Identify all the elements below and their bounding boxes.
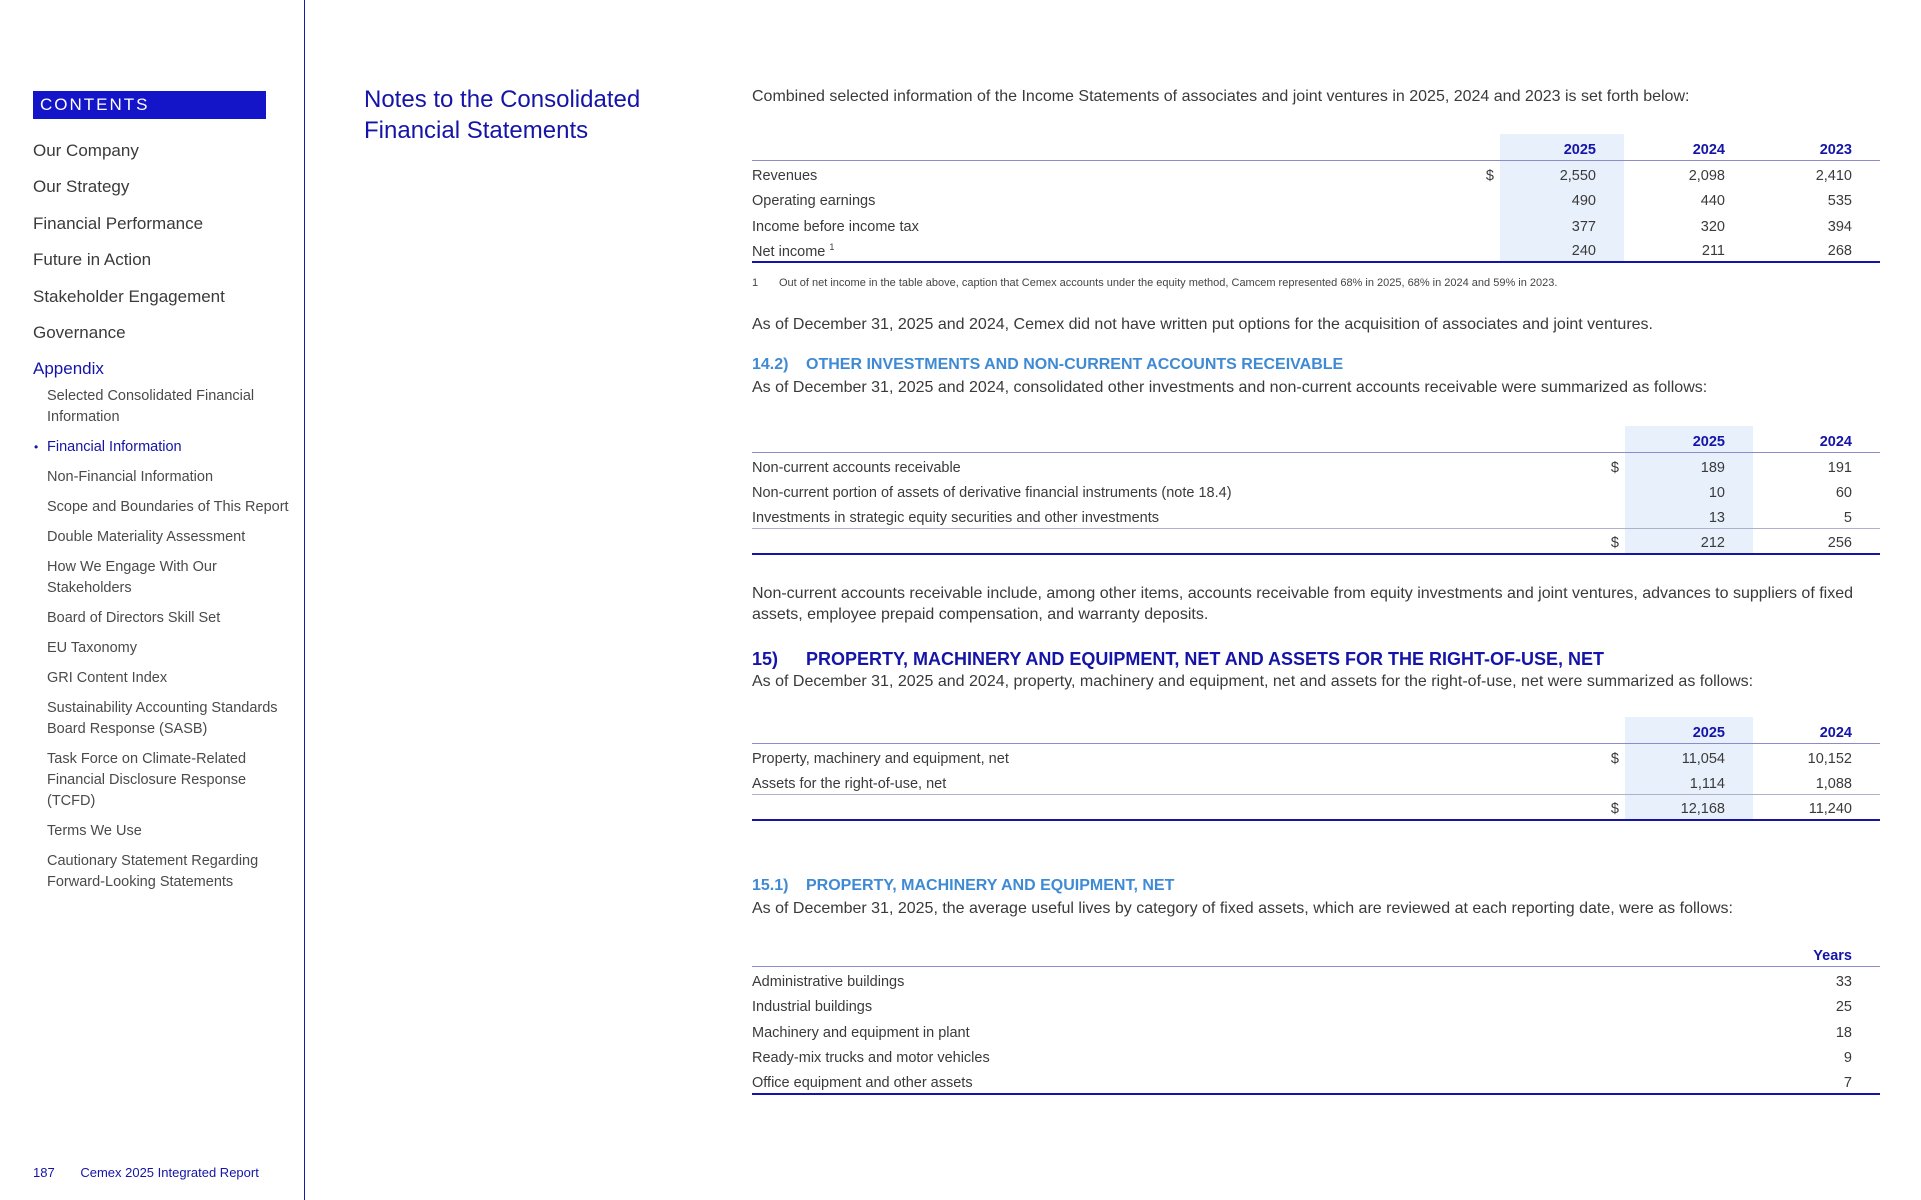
nav-item-our-strategy[interactable]: Our Strategy	[33, 177, 130, 197]
total-value: 256	[1753, 529, 1880, 555]
column-header: 2025	[1625, 426, 1753, 452]
section-15-1-intro: As of December 31, 2025, the average useful lives by category of fixed assets, which are reviewed at each reporting date, were as follows:	[752, 900, 1733, 917]
report-name: Cemex 2025 Integrated Report	[80, 1165, 259, 1180]
associates-income-table	[752, 134, 1880, 263]
table-row	[752, 186, 1880, 212]
section-heading-text: PROPERTY, MACHINERY AND EQUIPMENT, NET	[806, 877, 1175, 894]
currency-symbol: $	[1602, 529, 1625, 555]
cell-value: 2,098	[1688, 167, 1725, 184]
header-blank	[1477, 134, 1500, 160]
row-label: Income before income tax	[752, 218, 919, 235]
section-number: 15)	[752, 649, 779, 669]
subnav-item-terms-we-use[interactable]: Terms We Use	[47, 822, 142, 839]
appendix-subnav	[33, 386, 295, 893]
cell-value: 189	[1625, 452, 1753, 478]
table-row	[752, 452, 1880, 478]
page-number: 187	[33, 1165, 55, 1180]
cell-value: 377	[1500, 211, 1624, 237]
row-label-text: Net income	[752, 243, 826, 260]
cell-value: 2,410	[1815, 167, 1852, 184]
put-options-paragraph: As of December 31, 2025 and 2024, Cemex did not have written put options for the acquisition of associates and joint ventures.	[752, 316, 1653, 333]
total-row	[752, 794, 1880, 820]
table-row	[752, 966, 1880, 992]
subnav-item-sasb[interactable]: Sustainability Accounting Standards Board Response (SASB)	[47, 699, 278, 737]
subnav-item-cautionary-statement[interactable]: Cautionary Statement Regarding Forward-Looking Statements	[47, 852, 259, 890]
subnav-item-non-financial-information[interactable]: Non-Financial Information	[47, 468, 214, 485]
column-header: Years	[1753, 940, 1880, 966]
cell-value: 5	[1753, 503, 1880, 529]
section-15-heading	[752, 649, 1880, 670]
nav-item-stakeholder-engagement[interactable]: Stakeholder Engagement	[33, 286, 225, 306]
subnav-item-tcfd[interactable]: Task Force on Climate-Related Financial Disclosure Response (TCFD)	[47, 750, 247, 809]
table-row	[752, 769, 1880, 795]
row-label: Office equipment and other assets	[752, 1068, 1753, 1094]
active-bullet-icon: •	[34, 439, 39, 454]
cell-value: 9	[1843, 1050, 1852, 1067]
cell-value: 490	[1500, 186, 1624, 212]
subnav-item-financial-information[interactable]	[34, 437, 295, 458]
cell-value: 33	[1835, 973, 1852, 990]
other-investments-table	[752, 426, 1880, 555]
cell-value: 13	[1625, 503, 1753, 529]
nav-item-financial-performance[interactable]: Financial Performance	[33, 213, 204, 233]
cell-value: 25	[1835, 999, 1852, 1016]
total-value: 11,240	[1753, 794, 1880, 820]
row-label: Industrial buildings	[752, 999, 873, 1016]
cell-value: 268	[1753, 237, 1880, 263]
intro-paragraph: Combined selected information of the Income Statements of associates and joint ventures in 2025, 2024 and 2023 is set forth below:	[752, 88, 1690, 105]
cell-value: 535	[1827, 193, 1852, 210]
currency-symbol: $	[1602, 794, 1625, 820]
row-label: Machinery and equipment in plant	[752, 1024, 970, 1041]
table-row	[752, 237, 1880, 263]
table-row	[752, 211, 1880, 237]
row-label: Ready-mix trucks and motor vehicles	[752, 1050, 990, 1067]
table-row	[752, 1068, 1880, 1094]
subnav-item-how-we-engage[interactable]: How We Engage With Our Stakeholders	[47, 558, 217, 596]
subnav-item-eu-taxonomy[interactable]: EU Taxonomy	[47, 639, 137, 656]
section-14-2-intro: As of December 31, 2025 and 2024, consolidated other investments and non-current accounts receivable were summarized as follows:	[752, 379, 1708, 396]
header-blank	[752, 134, 1477, 160]
section-15-1-heading	[752, 877, 1880, 895]
cell-value: 440	[1700, 193, 1725, 210]
footnote	[752, 277, 1880, 289]
currency-symbol: $	[1485, 167, 1494, 184]
column-header: 2024	[1624, 134, 1753, 160]
page-footer	[33, 1165, 259, 1180]
sidebar	[0, 0, 305, 1200]
subnav-item-scope-and-boundaries[interactable]: Scope and Boundaries of This Report	[47, 498, 289, 515]
row-label: Property, machinery and equipment, net	[752, 750, 1009, 767]
section-14-2-heading	[752, 356, 1880, 374]
section-number: 14.2)	[752, 356, 789, 373]
column-header: 2025	[1625, 717, 1753, 743]
footnote-text: Out of net income in the table above, caption that Cemex accounts under the equity method, Camcem represented 68% in 2025, 68% in 2024 and 59% in 2023.	[779, 277, 1558, 289]
row-label	[752, 237, 1477, 263]
table-row	[752, 1017, 1880, 1043]
table-row	[752, 743, 1880, 769]
subnav-item-label: Financial Information	[47, 438, 182, 455]
subnav-item-double-materiality[interactable]: Double Materiality Assessment	[47, 528, 246, 545]
cell-value: 2,550	[1500, 160, 1624, 186]
column-header: 2024	[1753, 717, 1880, 743]
total-value: 12,168	[1625, 794, 1753, 820]
row-label: Administrative buildings	[752, 973, 905, 990]
row-label: Non-current accounts receivable	[752, 459, 961, 476]
footnote-ref: 1	[829, 241, 835, 252]
row-label: Investments in strategic equity securities and other investments	[752, 503, 1602, 529]
useful-lives-table	[752, 940, 1880, 1095]
cell-value: 320	[1700, 218, 1725, 235]
section-heading-text: PROPERTY, MACHINERY AND EQUIPMENT, NET AND ASSETS FOR THE RIGHT-OF-USE, NET	[806, 649, 1605, 669]
total-value: 212	[1625, 529, 1753, 555]
noncurrent-paragraph: Non-current accounts receivable include, among other items, accounts receivable from equity investments and joint ventures, advances to suppliers of fixed assets, employee prepaid compensation, and warranty deposits.	[752, 585, 1854, 623]
column-header: 2024	[1753, 426, 1880, 452]
contents-badge[interactable]: CONTENTS	[33, 91, 266, 119]
currency-symbol: $	[1610, 459, 1619, 476]
subnav-item-board-skill-set[interactable]: Board of Directors Skill Set	[47, 609, 221, 626]
subnav-item-gri-content-index[interactable]: GRI Content Index	[47, 669, 168, 686]
subnav-container	[33, 386, 295, 893]
section-15-intro: As of December 31, 2025 and 2024, property, machinery and equipment, net and assets for the right-of-use, net were summarized as follows:	[752, 673, 1754, 690]
cell-value: 240	[1500, 237, 1624, 263]
cell-value: 11,054	[1625, 743, 1753, 769]
nav-item-appendix[interactable]: Appendix	[33, 359, 104, 379]
total-row	[752, 529, 1880, 555]
row-label: Assets for the right-of-use, net	[752, 769, 1602, 795]
nav-item-our-company[interactable]: Our Company	[33, 141, 139, 160]
cell-value: 1,088	[1753, 769, 1880, 795]
footnote-number: 1	[752, 277, 759, 289]
cell-value: 10,152	[1807, 750, 1852, 767]
nav-item-future-in-action[interactable]: Future in Action	[33, 250, 152, 270]
column-header: 2023	[1753, 134, 1880, 160]
cell-value: 60	[1835, 485, 1852, 502]
section-number: 15.1)	[752, 877, 789, 894]
table-row	[752, 992, 1880, 1018]
cell-value: 7	[1753, 1068, 1880, 1094]
table-row	[752, 1043, 1880, 1069]
table-row	[752, 503, 1880, 529]
section-heading-text: OTHER INVESTMENTS AND NON-CURRENT ACCOUNTS RECEIVABLE	[806, 356, 1344, 373]
column-header: 2025	[1500, 134, 1624, 160]
row-label: Operating earnings	[752, 193, 876, 210]
cell-value: 211	[1624, 237, 1753, 263]
cell-value: 18	[1835, 1024, 1852, 1041]
cell-value: 394	[1827, 218, 1852, 235]
cell-value: 10	[1625, 478, 1753, 504]
row-label: Non-current portion of assets of derivative financial instruments (note 18.4)	[752, 485, 1232, 502]
cell-value: 191	[1827, 459, 1852, 476]
ppe-table	[752, 717, 1880, 821]
nav-item-governance[interactable]: Governance	[33, 322, 126, 342]
currency-symbol: $	[1610, 750, 1619, 767]
table-row	[752, 478, 1880, 504]
table-row	[752, 160, 1880, 186]
subnav-item-selected-consolidated-financial-information[interactable]: Selected Consolidated Financial Information	[47, 387, 255, 425]
row-label: Revenues	[752, 167, 818, 184]
sidebar-nav	[33, 137, 295, 902]
cell-value: 1,114	[1625, 769, 1753, 795]
section-title: Notes to the Consolidated Financial Statements	[364, 86, 641, 144]
